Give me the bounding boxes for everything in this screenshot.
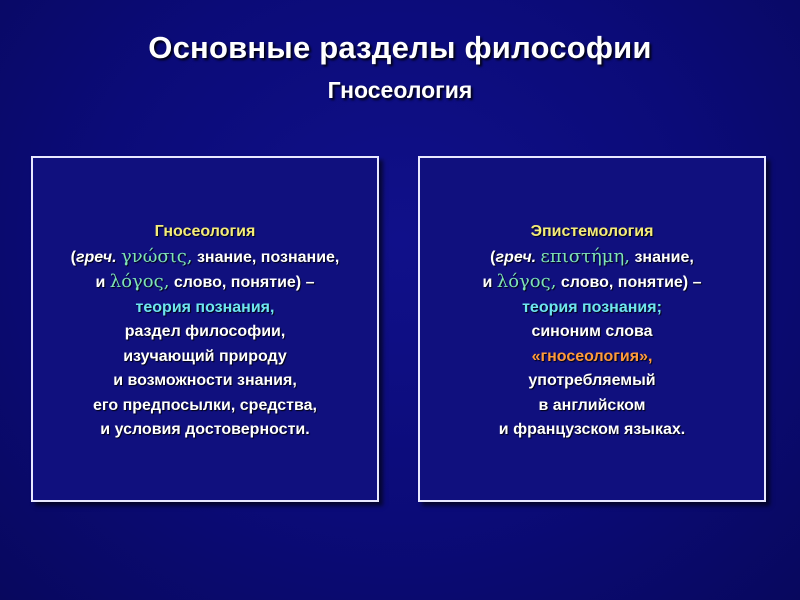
epistemology-definition-highlight: теория познания; — [522, 298, 662, 316]
etymology-meaning: знание, — [630, 248, 694, 266]
paren-open: ( — [490, 248, 496, 266]
greek-abbr: греч. — [495, 248, 537, 266]
gnoseology-heading: Гносеология — [154, 223, 256, 240]
greek-word-logos: λόγος, — [109, 271, 170, 292]
epistemology-etymology-line-1 — [420, 245, 764, 271]
gnoseology-box — [31, 156, 379, 502]
slide-subtitle: Гносеология — [327, 77, 473, 103]
gnoseology-etymology-line-2 — [33, 270, 377, 296]
greek-word-logos: λόγος, — [496, 271, 557, 292]
epistemology-heading: Эпистемология — [530, 223, 654, 240]
greek-word-gnosis: γνώσις, — [121, 245, 193, 267]
paren-open: ( — [70, 248, 76, 266]
epistemology-synonym-term: «гносеология», — [531, 347, 653, 365]
and-word: и — [95, 274, 110, 291]
gnoseology-definition-highlight: теория познания, — [135, 298, 275, 316]
and-word: и — [482, 274, 497, 291]
gnoseology-text — [33, 220, 377, 443]
epistemology-box — [418, 156, 766, 502]
epistemology-line-8: в английском — [538, 396, 646, 414]
etymology-meaning: знание, познание, — [192, 248, 340, 266]
epistemology-line-7: употребляемый — [528, 372, 656, 389]
gnoseology-line-9: и условия достоверности. — [100, 421, 310, 438]
greek-word-episteme: επιστήμη, — [540, 245, 630, 267]
gnoseology-etymology-line-1 — [33, 245, 377, 271]
gnoseology-line-5: раздел философии, — [124, 323, 286, 340]
logos-meaning: слово, понятие) – — [556, 274, 702, 291]
slide-title: Основные разделы философии — [148, 30, 652, 65]
logos-meaning: слово, понятие) – — [169, 274, 315, 291]
epistemology-line-5: синоним слова — [531, 323, 653, 340]
greek-abbr: греч. — [75, 248, 117, 266]
epistemology-line-9: и французском языках. — [498, 421, 686, 438]
epistemology-text — [420, 220, 764, 443]
gnoseology-line-7: и возможности знания, — [113, 372, 297, 389]
gnoseology-line-6: изучающий природу — [123, 347, 287, 365]
gnoseology-line-8: его предпосылки, средства, — [93, 396, 317, 414]
epistemology-etymology-line-2 — [420, 270, 764, 296]
